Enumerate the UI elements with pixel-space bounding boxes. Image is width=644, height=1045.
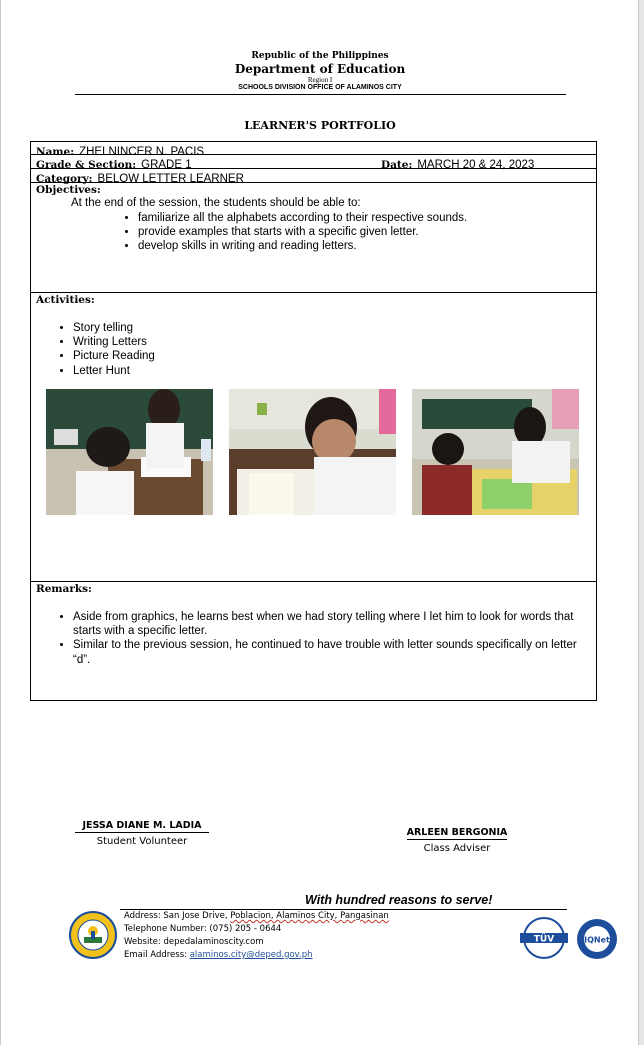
page-left-edge: [0, 0, 1, 1045]
address-prefix: Address: San Jose Drive,: [124, 911, 231, 921]
office-heading: SCHOOLS DIVISION OFFICE OF ALAMINOS CITY: [238, 84, 402, 91]
date-value: MARCH 20 & 24, 2023: [417, 159, 535, 171]
address-underlined: Poblacion, Alaminos City, Pangasinan: [230, 911, 389, 921]
motto: With hundred reasons to serve!: [305, 893, 493, 907]
list-item: • Aside from graphics, he learns best when we had story telling where I let him to look for words that starts with a specific letter.: [73, 610, 585, 638]
signatory-student-volunteer: [75, 820, 209, 847]
activity-photo-3: [412, 389, 579, 515]
list-item: • develop skills in writing and reading letters.: [138, 239, 467, 253]
header-divider: [75, 94, 566, 95]
list-item: • Picture Reading: [73, 349, 155, 363]
signatory-name: ARLEEN BERGONIA: [406, 827, 508, 838]
objectives-intro: At the end of the session, the students should be able to:: [71, 197, 361, 209]
category-label: Category:: [36, 173, 93, 185]
list-item: • Writing Letters: [73, 335, 155, 349]
remarks-list: [73, 610, 585, 667]
activities-label: Activities:: [36, 294, 95, 306]
name-label: Name:: [36, 146, 75, 158]
list-item: • provide examples that starts with a specific given letter.: [138, 225, 467, 239]
signatory-role: Class Adviser: [423, 843, 491, 854]
iqnet-logo-text: IQNet: [584, 935, 610, 945]
region-heading: Region I: [307, 76, 333, 84]
category-row: [30, 168, 597, 183]
category-value: BELOW LETTER LEARNER: [97, 173, 244, 185]
email-link[interactable]: alaminos.city@deped.gov.ph: [189, 950, 313, 960]
remarks-label: Remarks:: [36, 583, 92, 595]
grade-label: Grade & Section:: [36, 159, 137, 171]
name-value: ZHELNINCER N. PACIS: [79, 146, 205, 158]
page-right-edge: [638, 0, 644, 1045]
signatory-name: JESSA DIANE M. LADIA: [75, 820, 209, 833]
date-label: Date:: [381, 159, 413, 171]
email-label: Email Address:: [124, 950, 190, 960]
tuv-logo-text: TÜV: [533, 934, 555, 945]
iqnet-certification-logo: [575, 917, 619, 961]
objectives-label: Objectives:: [36, 184, 101, 196]
website: Website: depedalaminoscity.com: [124, 937, 264, 947]
signatory-role: Student Volunteer: [96, 836, 188, 847]
telephone: Telephone Number: (075) 205 - 0644: [124, 924, 282, 934]
activity-photo-2: [229, 389, 396, 515]
department-heading: Department of Education: [234, 62, 406, 76]
list-item: • Letter Hunt: [73, 364, 155, 378]
tuv-certification-logo: [518, 916, 570, 960]
grade-row: [30, 154, 597, 169]
objectives-list: [138, 211, 467, 254]
activities-list: [73, 321, 155, 378]
list-item: • Story telling: [73, 321, 155, 335]
remarks-section: [30, 581, 597, 701]
signatory-class-adviser: [392, 820, 522, 854]
objectives-section: [30, 182, 597, 293]
name-row: [30, 141, 597, 158]
grade-value: GRADE 1: [141, 159, 192, 171]
republic-heading: Republic of the Philippines: [251, 51, 389, 61]
document-title: LEARNER'S PORTFOLIO: [244, 119, 396, 132]
deped-seal-logo: [69, 911, 117, 959]
list-item: • familiarize all the alphabets according to their respective sounds.: [138, 211, 467, 225]
list-item: • Similar to the previous session, he continued to have trouble with letter sounds specifically on letter “d”.: [73, 638, 585, 666]
contact-info: [124, 910, 389, 962]
activity-photo-1: [46, 389, 213, 515]
